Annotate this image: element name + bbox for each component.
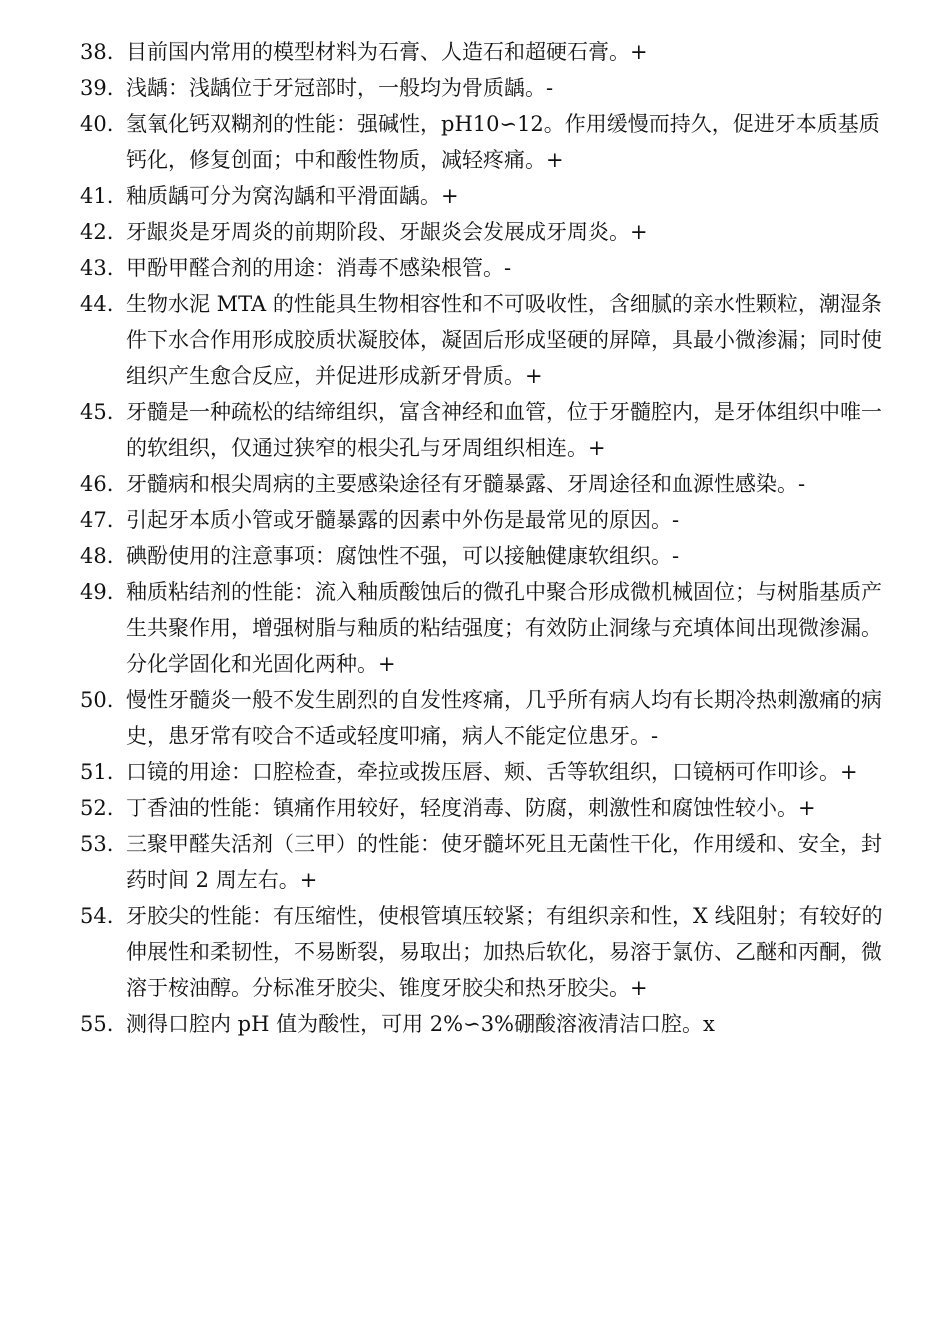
item-number: 50.	[80, 688, 114, 712]
item-number: 46.	[80, 472, 114, 496]
item-number: 44.	[80, 292, 114, 316]
item-number: 45.	[80, 400, 114, 424]
item-number: 47.	[80, 508, 114, 532]
item-text: 测得口腔内 pH 值为酸性，可用 2%∽3%硼酸溶液清洁口腔。x	[126, 1012, 715, 1036]
item-number: 38.	[80, 40, 114, 64]
item-number: 41.	[80, 184, 114, 208]
item-text: 浅龋：浅龋位于牙冠部时，一般均为骨质龋。-	[126, 76, 554, 100]
list-item	[80, 178, 890, 214]
list-item	[80, 538, 890, 574]
list-item	[80, 1006, 890, 1042]
list-item	[80, 250, 890, 286]
item-text: 口镜的用途：口腔检查，牵拉或拨压唇、颊、舌等软组织，口镜柄可作叩诊。+	[126, 760, 858, 784]
item-text: 引起牙本质小管或牙髓暴露的因素中外伤是最常见的原因。-	[126, 508, 680, 532]
item-number: 52.	[80, 796, 114, 820]
item-text: 牙髓病和根尖周病的主要感染途径有牙髓暴露、牙周途径和血源性感染。-	[126, 472, 806, 496]
item-text: 目前国内常用的模型材料为石膏、人造石和超硬石膏。+	[126, 40, 648, 64]
list-item	[80, 574, 890, 682]
list-item	[80, 898, 890, 1006]
item-text: 三聚甲醛失活剂（三甲）的性能：使牙髓坏死且无菌性干化，作用缓和、安全，封药时间 2 周左右。+	[126, 832, 882, 892]
item-text: 慢性牙髓炎一般不发生剧烈的自发性疼痛，几乎所有病人均有长期冷热刺激痛的病史，患牙常有咬合不适或轻度叩痛，病人不能定位患牙。-	[126, 688, 882, 748]
list-item	[80, 214, 890, 250]
item-number: 51.	[80, 760, 114, 784]
item-text: 丁香油的性能：镇痛作用较好，轻度消毒、防腐，刺激性和腐蚀性较小。+	[126, 796, 816, 820]
question-list	[80, 34, 890, 1042]
item-text: 碘酚使用的注意事项：腐蚀性不强，可以接触健康软组织。-	[126, 544, 680, 568]
item-number: 42.	[80, 220, 114, 244]
list-item	[80, 106, 890, 178]
list-item	[80, 754, 890, 790]
list-item	[80, 394, 890, 466]
item-number: 54.	[80, 904, 114, 928]
list-item	[80, 826, 890, 898]
item-text: 牙龈炎是牙周炎的前期阶段、牙龈炎会发展成牙周炎。+	[126, 220, 648, 244]
item-number: 53.	[80, 832, 114, 856]
item-number: 49.	[80, 580, 114, 604]
item-text: 氢氧化钙双糊剂的性能：强碱性，pH10∽12。作用缓慢而持久，促进牙本质基质钙化，修复创面；中和酸性物质，减轻疼痛。+	[126, 112, 880, 172]
item-text: 甲酚甲醛合剂的用途：消毒不感染根管。-	[126, 256, 512, 280]
item-number: 48.	[80, 544, 114, 568]
list-item	[80, 286, 890, 394]
item-text: 釉质粘结剂的性能：流入釉质酸蚀后的微孔中聚合形成微机械固位；与树脂基质产生共聚作用，增强树脂与釉质的粘结强度；有效防止洞缘与充填体间出现微渗漏。分化学固化和光固化两种。+	[126, 580, 882, 676]
item-text: 牙胶尖的性能：有压缩性，使根管填压较紧；有组织亲和性，X 线阻射；有较好的伸展性和柔韧性，不易断裂，易取出；加热后软化，易溶于氯仿、乙醚和丙酮，微溶于桉油醇。分标准牙胶尖、锥度牙胶尖和热牙胶尖。+	[126, 904, 883, 1000]
item-number: 40.	[80, 112, 114, 136]
item-number: 55.	[80, 1012, 114, 1036]
list-item	[80, 34, 890, 70]
list-item	[80, 682, 890, 754]
item-number: 43.	[80, 256, 114, 280]
list-item	[80, 466, 890, 502]
list-item	[80, 790, 890, 826]
list-item	[80, 502, 890, 538]
item-text: 牙髓是一种疏松的结缔组织，富含神经和血管，位于牙髓腔内，是牙体组织中唯一的软组织，仅通过狭窄的根尖孔与牙周组织相连。+	[126, 400, 882, 460]
item-text: 生物水泥 MTA 的性能具生物相容性和不可吸收性，含细腻的亲水性颗粒，潮湿条件下水合作用形成胶质状凝胶体，凝固后形成坚硬的屏障，具最小微渗漏；同时使组织产生愈合反应，并促进形成新牙骨质。+	[126, 292, 882, 388]
list-item	[80, 70, 890, 106]
item-number: 39.	[80, 76, 114, 100]
item-text: 釉质龋可分为窝沟龋和平滑面龋。+	[126, 184, 459, 208]
